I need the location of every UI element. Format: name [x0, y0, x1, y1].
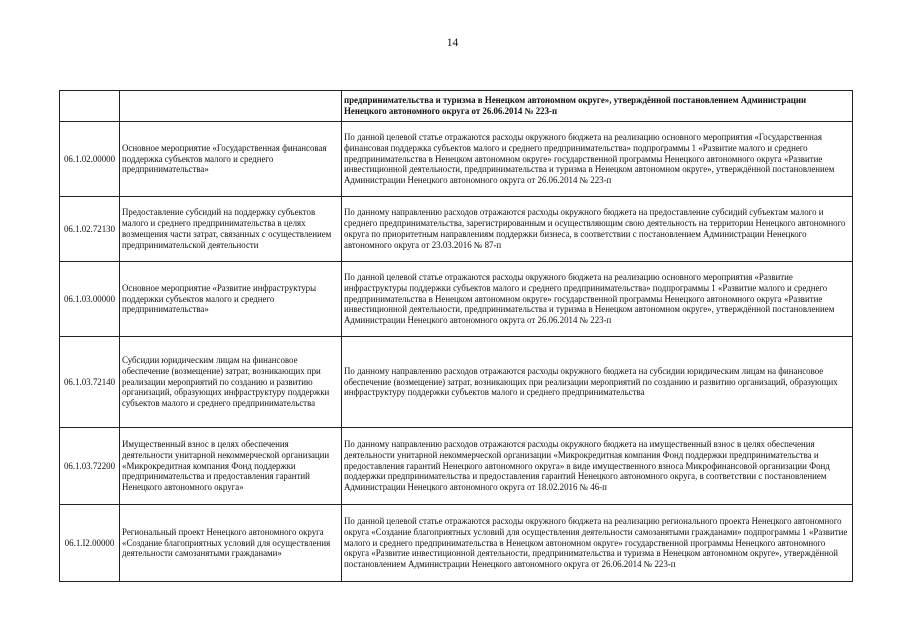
- row-name-cell: Региональный проект Ненецкого автономного округа «Создание благоприятных условий для осуществления деятельности самозанятыми гражданами»: [120, 505, 342, 582]
- row-description-cell: По данному направлению расходов отражаются расходы окружного бюджета на имущественный взнос в целях обеспечения деятельности унитарной некоммерческой организации «Микрокредитная компания Фонд поддержки предпринимательства и предоставления гарантий Ненецкого автономного округа» в виде имущественного взноса Микрофинансовой организации Фонд поддержки предпринимательства и предоставления гарантий Ненецкого автономного округа, в соответствии с постановлением Администрации Ненецкого автономного округа от 18.02.2016 № 46-п: [342, 428, 853, 505]
- budget-classification-table: [59, 90, 853, 582]
- row-name-cell: Предоставление субсидий на поддержку субъектов малого и среднего предпринимательства в целях возмещения части затрат, связанных с осуществлением предпринимательской деятельности: [120, 197, 342, 262]
- row-code-cell: 06.1.02.72130: [60, 197, 120, 262]
- table-row: [60, 428, 853, 505]
- table-row: [60, 337, 853, 428]
- row-name-cell: Основное мероприятие «Государственная финансовая поддержка субъектов малого и среднего предпринимательства»: [120, 122, 342, 197]
- row-description-cell: По данному направлению расходов отражаются расходы окружного бюджета на предоставление субсидий субъектам малого и среднего предпринимательства, зарегистрированным и осуществляющим свою деятельность на территории Ненецкого автономного округа по приоритетным направлениям поддержки бизнеса, в соответствии с постановлением Администрации Ненецкого автономного округа от 23.03.2016 № 87-п: [342, 197, 853, 262]
- row-description-cell: предпринимательства и туризма в Ненецком автономном округе», утверждённой постановлением Администрации Ненецкого автономного округа от 26.06.2014 № 223-п: [342, 91, 853, 122]
- row-name-cell: [120, 91, 342, 122]
- row-code-cell: 06.1.03.72200: [60, 428, 120, 505]
- page-number: 14: [446, 37, 459, 49]
- table-row: [60, 505, 853, 582]
- row-code-cell: [60, 91, 120, 122]
- row-description-cell: По данной целевой статье отражаются расходы окружного бюджета на реализацию основного мероприятия «Государственная финансовая поддержка субъектов малого и среднего предпринимательства» подпрограммы 1 «Развитие малого и среднего предпринимательства в Ненецком автономном округе» государственной программы Ненецкого автономного округа «Развитие инвестиционной деятельности, предпринимательства и туризма в Ненецком автономном округе», утверждённой постановлением Администрации Ненецкого автономного округа от 26.06.2014 № 223-п: [342, 122, 853, 197]
- row-name-cell: Основное мероприятие «Развитие инфраструктуры поддержки субъектов малого и среднего предпринимательства»: [120, 262, 342, 337]
- row-code-cell: 06.1.03.00000: [60, 262, 120, 337]
- table-row: [60, 122, 853, 197]
- table-row-continuation: [60, 91, 853, 122]
- row-code-cell: 06.1.02.00000: [60, 122, 120, 197]
- row-code-cell: 06.1.03.72140: [60, 337, 120, 428]
- table-row: [60, 197, 853, 262]
- row-name-cell: Имущественный взнос в целях обеспечения деятельности унитарной некоммерческой организации «Микрокредитная компания Фонд поддержки предпринимательства и предоставления гарантий Ненецкого автономного округа»: [120, 428, 342, 505]
- row-description-cell: По данному направлению расходов отражаются расходы окружного бюджета на субсидии юридическим лицам на финансовое обеспечение (возмещение) затрат, возникающих при реализации мероприятий по созданию и развитию организаций, образующих инфраструктуру поддержки субъектов малого и среднего предпринимательства: [342, 337, 853, 428]
- row-description-cell: По данной целевой статье отражаются расходы окружного бюджета на реализацию основного мероприятия «Развитие инфраструктуры поддержки субъектов малого и среднего предпринимательства» подпрограммы 1 «Развитие малого и среднего предпринимательства в Ненецком автономном округе» государственной программы Ненецкого автономного округа «Развитие инвестиционной деятельности, предпринимательства и туризма в Ненецком автономном округе», утверждённой постановлением Администрации Ненецкого автономного округа от 26.06.2014 № 223-п: [342, 262, 853, 337]
- row-description-cell: По данной целевой статье отражаются расходы окружного бюджета на реализацию регионального проекта Ненецкого автономного округа «Создание благоприятных условий для осуществления деятельности самозанятыми гражданами» подпрограммы 1 «Развитие малого и среднего предпринимательства в Ненецком автономном округе» государственной программы Ненецкого автономного округа «Развитие инвестиционной деятельности, предпринимательства и туризма в Ненецком автономном округе», утверждённой постановлением Администрации Ненецкого автономного округа от 26.06.2014 № 223-п: [342, 505, 853, 582]
- row-name-cell: Субсидии юридическим лицам на финансовое обеспечение (возмещение) затрат, возникающих при реализации мероприятий по созданию и развитию организаций, образующих инфраструктуру поддержки субъектов малого и среднего предпринимательства: [120, 337, 342, 428]
- table-row: [60, 262, 853, 337]
- row-code-cell: 06.1.I2.00000: [60, 505, 120, 582]
